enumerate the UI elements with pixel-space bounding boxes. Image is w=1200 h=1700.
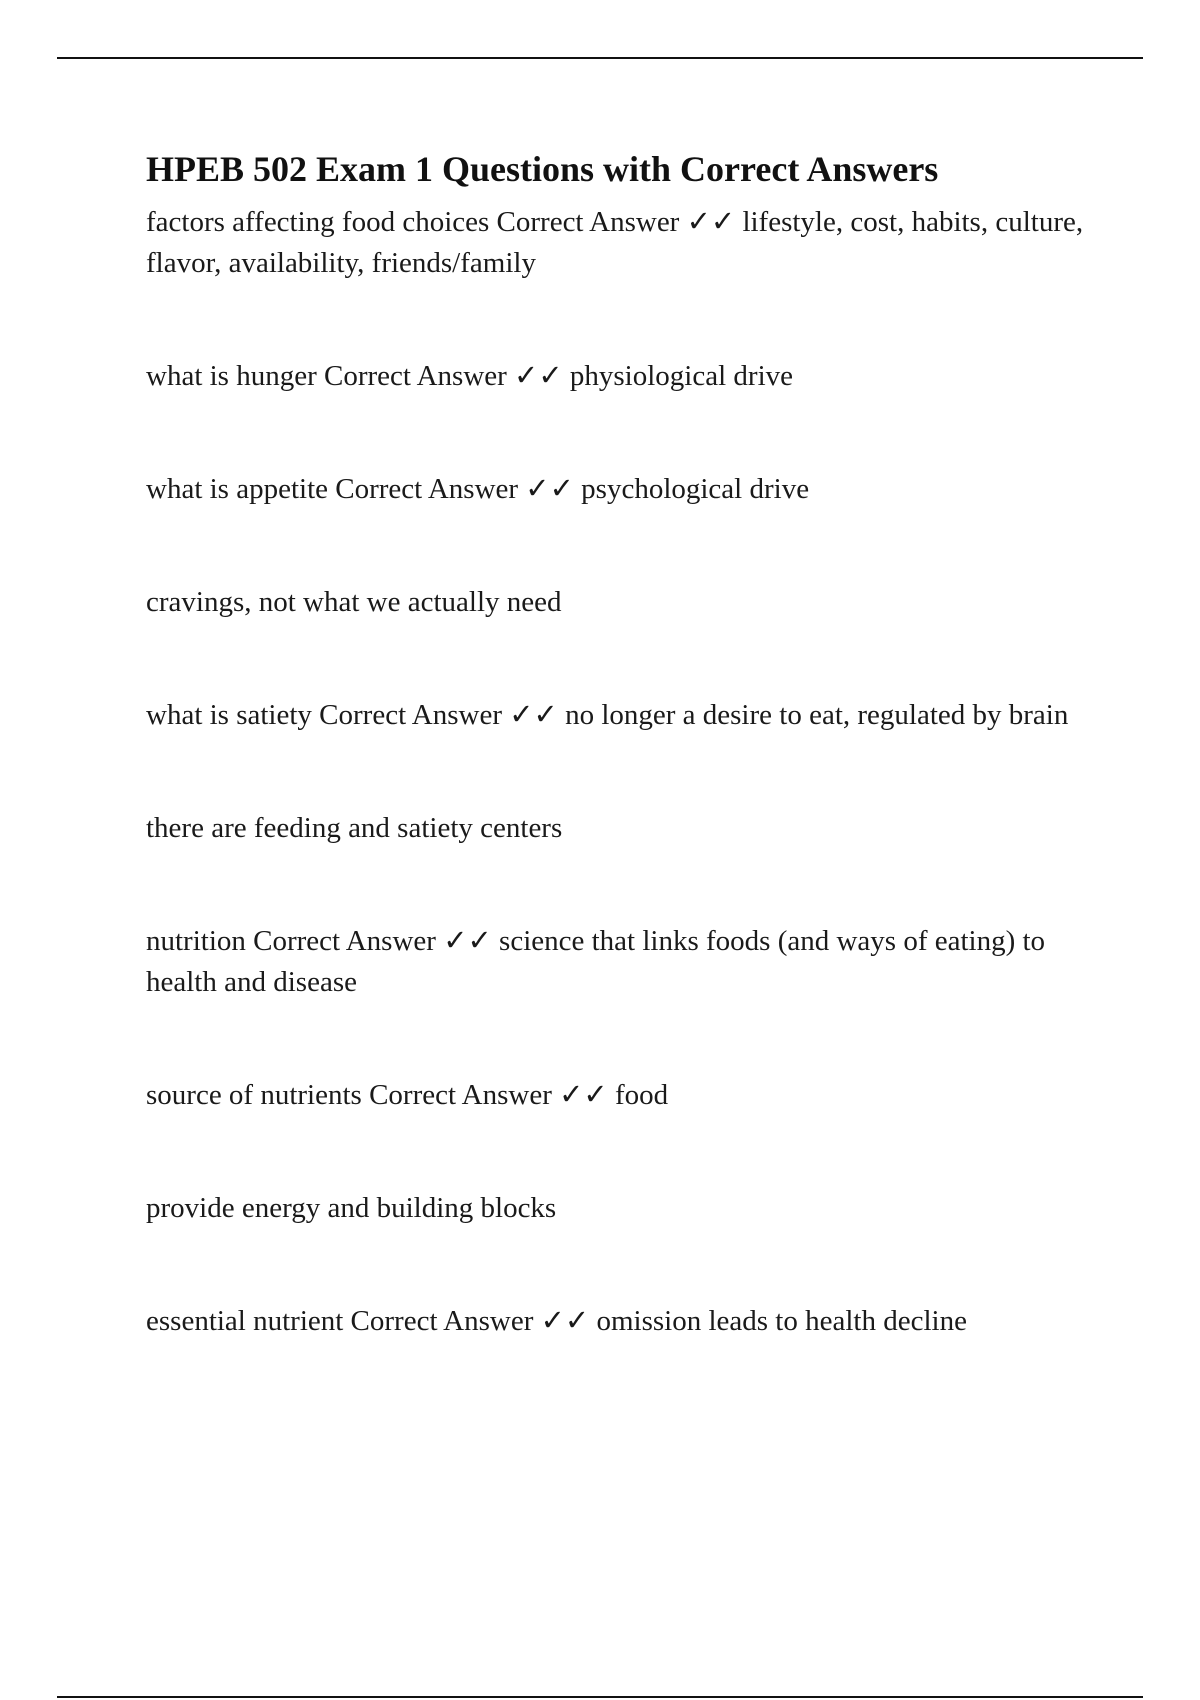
- document-body: [146, 143, 1096, 1342]
- qa-entry-5: what is satiety Correct Answer ✓✓ no longer a desire to eat, regulated by brain: [146, 699, 1069, 731]
- header-rule: [57, 57, 1143, 59]
- qa-entry-8: source of nutrients Correct Answer ✓✓ food: [146, 1079, 669, 1111]
- document-title: HPEB 502 Exam 1 Questions with Correct Answers: [146, 149, 939, 189]
- qa-entry-4: cravings, not what we actually need: [146, 586, 562, 618]
- footer-rule: [57, 1696, 1143, 1698]
- qa-entry-6: there are feeding and satiety centers: [146, 812, 563, 844]
- qa-entry-2: what is hunger Correct Answer ✓✓ physiological drive: [146, 360, 793, 392]
- qa-entry-1: factors affecting food choices Correct Answer ✓✓ lifestyle, cost, habits, culture, flavor, availability, friends/family: [146, 206, 1084, 279]
- qa-entry-7: nutrition Correct Answer ✓✓ science that links foods (and ways of eating) to health and disease: [146, 925, 1046, 998]
- qa-entry-9: provide energy and building blocks: [146, 1192, 557, 1224]
- qa-list: [146, 202, 1096, 1342]
- qa-entry-3: what is appetite Correct Answer ✓✓ psychological drive: [146, 473, 810, 505]
- qa-entry-10: essential nutrient Correct Answer ✓✓ omission leads to health decline: [146, 1305, 967, 1337]
